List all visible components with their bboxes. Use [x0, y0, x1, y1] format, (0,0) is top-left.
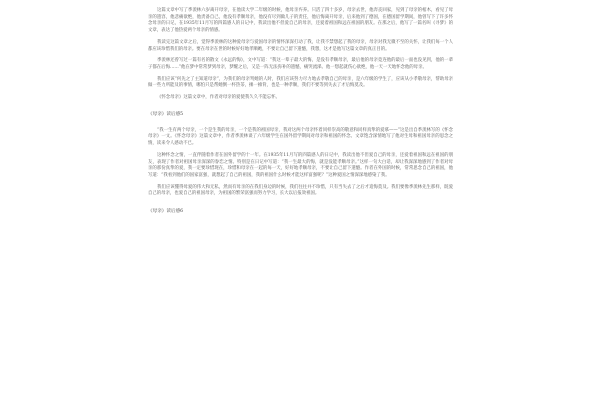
section-heading: 《母亲》读后感5: [148, 111, 184, 117]
body-paragraph: 我读完这篇文章之后，觉得季羡林的这种爱母亲与爱国母亲的情怀深深打动了我，让我不禁想起了我的母亲，母亲对我无微不至的关怀，让我们每一个人都应该珍惜我们的母亲。要在母亲在世的时候好好地孝顺她，不要让自己留下遗憾，我想，这才是他写这篇文章的真正目的。: [148, 39, 453, 52]
section-heading: 《母亲》读后感6: [148, 209, 184, 215]
body-paragraph: “我一生有两个母亲，一个是生我的母亲，一个是我的祖国母亲，我对这两个母亲怀着同样崇高的敬意和同样真挚的爱慕——”这是出自季羡林写的《怀念母亲》一文。《怀念母亲》这篇文章中，作者季羡林谈了六年级学生在国外留学期间对母亲和祖国的怀念。文章饱含深情地写了他对生母和祖国母亲的思念之情，读来令人感动不已。: [148, 127, 453, 147]
body-paragraph: 《怀念母亲》这篇文章中，作者对母亲的爱使我久久不能忘怀。: [157, 95, 280, 101]
document-body: [148, 8, 453, 225]
body-paragraph: 我们应该“何先之了主知道母亲”，为我们的母亲骂她的人时，我们应该努力尽力地去孝敬自己的母亲，是六年级的学生了，应该从小孝敬母亲，帮助母亲做一些力所能及的事情，哪怕只是帮她倒一杯热茶，捶一捶背，也是一种孝顺，我们不要等到失去了才后悔莫及。: [148, 76, 453, 89]
body-paragraph: 这篇文章中写了季羡林六岁离开母亲，在他读大学二年级的时候，他母亲弃养。只活了四十多岁，母亲去世，他奔丧回家，见到了母亲的棺木，看见了母亲的遗容，他悲痛欲绝，他责备自己，他没有孝顺母亲，他没有尽到做儿子的责任，他后悔离开母亲，后来他到了德国，在德国留学期间，他曾写下了许多怀念母亲的日记，在1935年11月写的四篇感人的日记中，我读出他不但爱自己的母亲，还爱着祖国和远在祖国的朋友。在那之后，他写了一篇名叫《寻梦》的文章，表达了他热爱两个母亲的情感。: [148, 8, 453, 34]
body-paragraph: 季羡林还曾写过一篇有名的散文《永远的悔》，文中写道：“我这一辈子最大的悔，是没有孝顺母亲，最后他的母亲竟连他的最后一面也没见到，他的一辈子都在后悔……”他在梦中常常梦到母亲，梦醒之后，又是一阵无法弥补的遗憾，痛哭流涕。他一想起就伤心欲绝，他一天一天地怀念他的母亲。: [148, 58, 453, 70]
body-paragraph: 这种怀念之情，一直伴随着作者在国外留学的十一年。在1935年11月写的四篇感人的日记中，我读出他不但爱自己的母亲，还爱着祖国和远在祖国的朋友，表现了作者对祖国母亲深深的眷恋之情。特别是在日记中写道：“我一生最大的悔，就是没能孝顺母亲。”这样一句大白话，却让我深深地感到了作者对母亲的那份真挚的爱，我一定要珍惜现在，珍惜和母亲在一起的每一天，好好地孝顺母亲，不要让自己留下遗憾。作者在外国的时候，常常思念自己的祖国，他写道：“我看到他们的国家富强，就想起了自己的祖国，我的祖国什么时候才能这样富强呢？”这种爱国之情深深地感染了我。: [148, 152, 453, 178]
body-paragraph: 我们应该懂得母爱的伟大和无私，然而有母亲的在我们身边的时候，我们往往并不珍惜，只有当失去了之后才追悔莫及。我们要像季羡林先生那样，既爱自己的母亲，也爱自己的祖国母亲，为祖国的繁荣富强而努力学习，长大以后报效祖国。: [148, 184, 453, 197]
